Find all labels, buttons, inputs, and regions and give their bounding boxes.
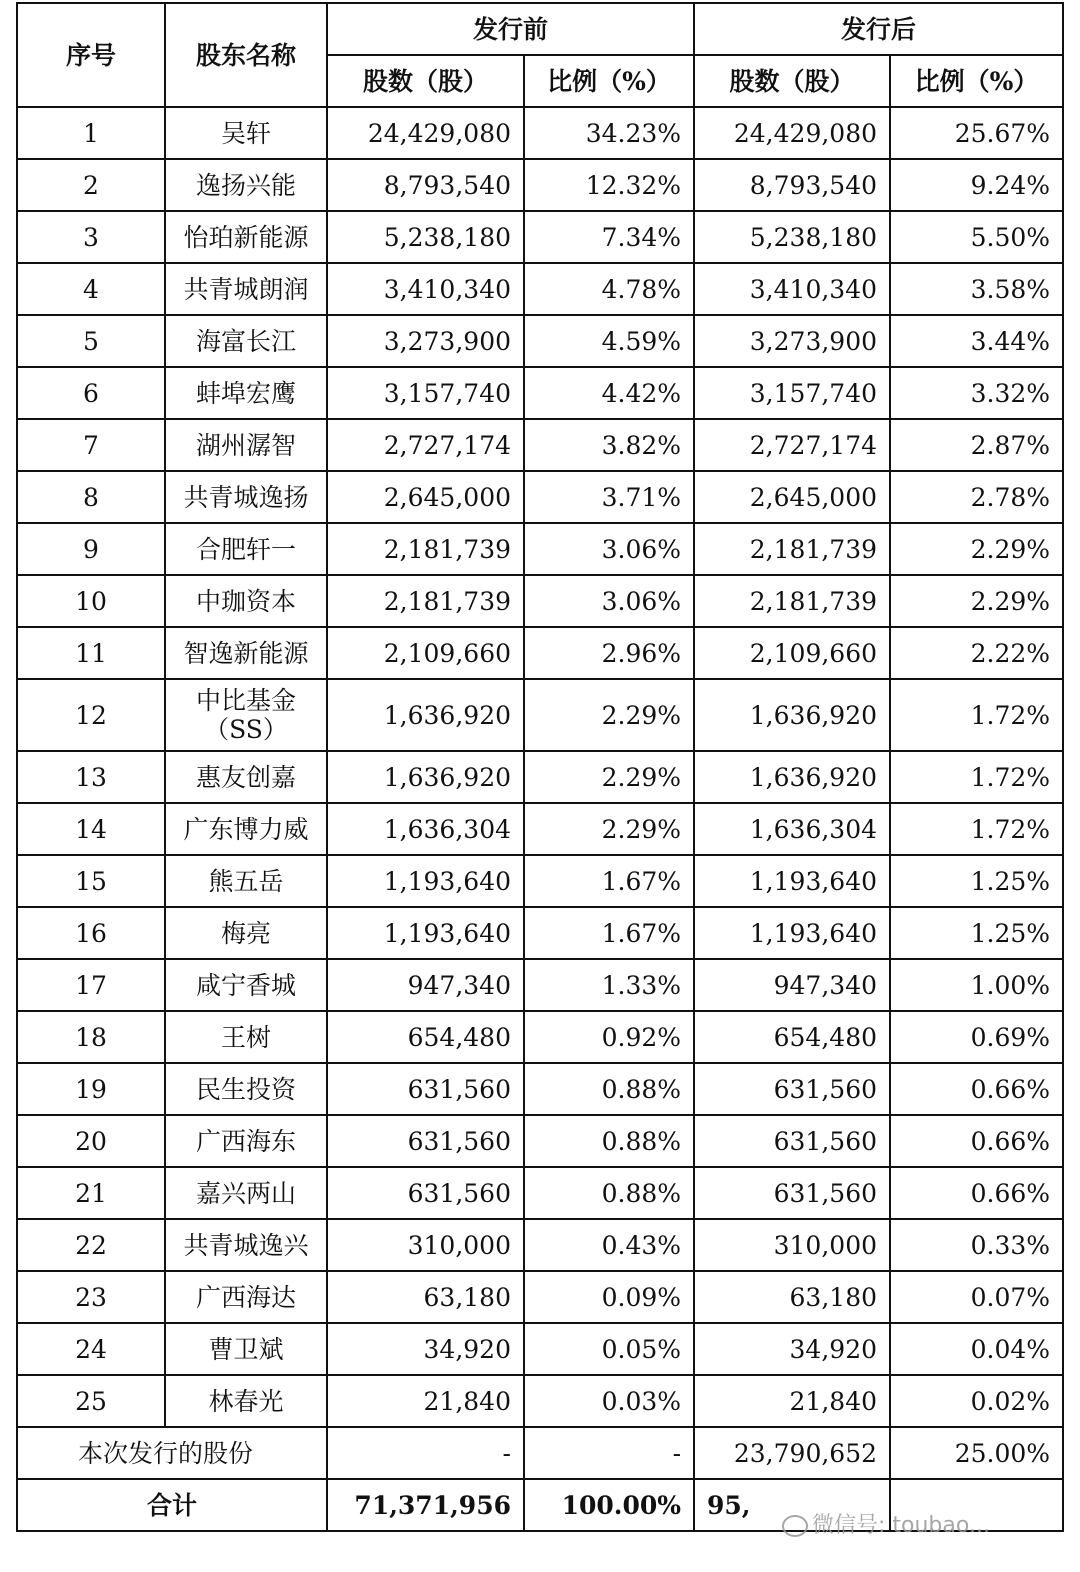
table-row — [17, 679, 1063, 751]
cell-before-ratio: 0.88% — [524, 1063, 694, 1115]
cell-before-ratio: 1.33% — [524, 959, 694, 1011]
cell-after-ratio: 0.66% — [890, 1167, 1063, 1219]
cell-before-ratio: 1.67% — [524, 907, 694, 959]
cell-name: 湖州潺智 — [165, 419, 327, 471]
cell-after-ratio: 3.58% — [890, 263, 1063, 315]
cell-before-ratio: 7.34% — [524, 211, 694, 263]
cell-after-shares: 631,560 — [694, 1167, 890, 1219]
cell-after-ratio: 0.02% — [890, 1375, 1063, 1427]
cell-after-shares: 5,238,180 — [694, 211, 890, 263]
cell-name: 广西海东 — [165, 1115, 327, 1167]
shareholder-table — [16, 2, 1064, 1532]
cell-seq: 11 — [17, 627, 165, 679]
cell-after-ratio: 1.72% — [890, 751, 1063, 803]
cell-before-shares: 21,840 — [327, 1375, 524, 1427]
cell-before-ratio: 0.92% — [524, 1011, 694, 1063]
cell-name: 林春光 — [165, 1375, 327, 1427]
cell-after-shares: 631,560 — [694, 1063, 890, 1115]
table-row — [17, 263, 1063, 315]
cell-seq: 20 — [17, 1115, 165, 1167]
cell-before-ratio: 2.29% — [524, 803, 694, 855]
issuance-after-shares: 23,790,652 — [694, 1427, 890, 1479]
cell-after-ratio: 5.50% — [890, 211, 1063, 263]
cell-after-shares: 2,109,660 — [694, 627, 890, 679]
table-row — [17, 1011, 1063, 1063]
cell-before-ratio: 34.23% — [524, 107, 694, 159]
cell-after-ratio: 2.29% — [890, 575, 1063, 627]
cell-seq: 19 — [17, 1063, 165, 1115]
cell-name — [165, 679, 327, 751]
cell-before-shares: 2,727,174 — [327, 419, 524, 471]
cell-name: 合肥轩一 — [165, 523, 327, 575]
cell-before-shares: 1,636,304 — [327, 803, 524, 855]
table-row — [17, 907, 1063, 959]
table-row — [17, 1375, 1063, 1427]
cell-after-shares: 21,840 — [694, 1375, 890, 1427]
table-row — [17, 1063, 1063, 1115]
cell-seq: 16 — [17, 907, 165, 959]
header-after-shares: 股数（股） — [694, 55, 890, 107]
header-after: 发行后 — [694, 3, 1063, 55]
table-row — [17, 959, 1063, 1011]
cell-name: 民生投资 — [165, 1063, 327, 1115]
cell-name: 惠友创嘉 — [165, 751, 327, 803]
issuance-after-ratio: 25.00% — [890, 1427, 1063, 1479]
table-row — [17, 1323, 1063, 1375]
cell-after-shares: 2,645,000 — [694, 471, 890, 523]
total-before-shares: 71,371,956 — [327, 1479, 524, 1531]
cell-before-shares: 1,193,640 — [327, 907, 524, 959]
cell-before-ratio: 2.96% — [524, 627, 694, 679]
cell-after-ratio: 2.78% — [890, 471, 1063, 523]
cell-after-ratio: 3.44% — [890, 315, 1063, 367]
cell-seq: 24 — [17, 1323, 165, 1375]
cell-before-shares: 3,410,340 — [327, 263, 524, 315]
cell-before-shares: 63,180 — [327, 1271, 524, 1323]
cell-after-shares: 947,340 — [694, 959, 890, 1011]
header-name: 股东名称 — [165, 3, 327, 107]
cell-before-shares: 3,157,740 — [327, 367, 524, 419]
header-row-1 — [17, 3, 1063, 55]
table-row — [17, 315, 1063, 367]
header-before: 发行前 — [327, 3, 694, 55]
cell-before-ratio: 0.09% — [524, 1271, 694, 1323]
cell-seq: 2 — [17, 159, 165, 211]
cell-name: 咸宁香城 — [165, 959, 327, 1011]
cell-before-shares: 1,636,920 — [327, 751, 524, 803]
issuance-before-ratio: - — [524, 1427, 694, 1479]
table-row — [17, 367, 1063, 419]
cell-name: 熊五岳 — [165, 855, 327, 907]
table-row — [17, 1115, 1063, 1167]
cell-after-ratio: 0.66% — [890, 1063, 1063, 1115]
header-before-ratio: 比例（%） — [524, 55, 694, 107]
cell-name: 曹卫斌 — [165, 1323, 327, 1375]
cell-name: 共青城朗润 — [165, 263, 327, 315]
cell-after-ratio: 0.33% — [890, 1219, 1063, 1271]
cell-after-ratio: 9.24% — [890, 159, 1063, 211]
table-row — [17, 471, 1063, 523]
table-row — [17, 159, 1063, 211]
cell-after-ratio: 2.87% — [890, 419, 1063, 471]
cell-name: 逸扬兴能 — [165, 159, 327, 211]
table-row — [17, 575, 1063, 627]
cell-before-shares: 631,560 — [327, 1167, 524, 1219]
cell-before-ratio: 0.88% — [524, 1167, 694, 1219]
total-after-shares: 95, — [694, 1479, 890, 1531]
cell-name: 广西海达 — [165, 1271, 327, 1323]
cell-before-shares: 1,636,920 — [327, 679, 524, 751]
cell-before-shares: 24,429,080 — [327, 107, 524, 159]
table-row — [17, 1271, 1063, 1323]
total-label: 合计 — [17, 1479, 327, 1531]
cell-after-shares: 3,273,900 — [694, 315, 890, 367]
cell-before-shares: 2,181,739 — [327, 575, 524, 627]
cell-before-shares: 8,793,540 — [327, 159, 524, 211]
cell-after-ratio: 3.32% — [890, 367, 1063, 419]
cell-name: 共青城逸兴 — [165, 1219, 327, 1271]
table-row — [17, 803, 1063, 855]
cell-after-shares: 2,181,739 — [694, 523, 890, 575]
header-after-ratio: 比例（%） — [890, 55, 1063, 107]
issuance-before-shares: - — [327, 1427, 524, 1479]
cell-seq: 7 — [17, 419, 165, 471]
cell-name: 王树 — [165, 1011, 327, 1063]
cell-after-shares: 1,636,920 — [694, 751, 890, 803]
cell-before-shares: 631,560 — [327, 1063, 524, 1115]
cell-seq: 18 — [17, 1011, 165, 1063]
table-row — [17, 419, 1063, 471]
cell-after-shares: 8,793,540 — [694, 159, 890, 211]
cell-name-line1: 中比基金 — [195, 686, 296, 715]
cell-after-ratio: 0.07% — [890, 1271, 1063, 1323]
cell-after-ratio: 0.66% — [890, 1115, 1063, 1167]
cell-after-shares: 63,180 — [694, 1271, 890, 1323]
cell-after-shares: 654,480 — [694, 1011, 890, 1063]
watermark — [782, 1508, 990, 1539]
cell-after-shares: 24,429,080 — [694, 107, 890, 159]
table-row — [17, 751, 1063, 803]
cell-name-line2: （SS） — [204, 715, 288, 744]
cell-before-shares: 2,181,739 — [327, 523, 524, 575]
cell-before-shares: 947,340 — [327, 959, 524, 1011]
cell-name: 海富长江 — [165, 315, 327, 367]
cell-seq: 12 — [17, 679, 165, 751]
cell-seq: 22 — [17, 1219, 165, 1271]
cell-before-ratio: 2.29% — [524, 679, 694, 751]
cell-after-shares: 2,727,174 — [694, 419, 890, 471]
cell-after-ratio: 1.72% — [890, 679, 1063, 751]
cell-before-ratio: 12.32% — [524, 159, 694, 211]
issuance-label: 本次发行的股份 — [17, 1427, 327, 1479]
shareholder-table-container — [16, 2, 1062, 1532]
cell-after-shares: 34,920 — [694, 1323, 890, 1375]
cell-before-ratio: 1.67% — [524, 855, 694, 907]
header-seq: 序号 — [17, 3, 165, 107]
table-row — [17, 107, 1063, 159]
cell-before-ratio: 3.71% — [524, 471, 694, 523]
header-before-shares: 股数（股） — [327, 55, 524, 107]
cell-seq: 5 — [17, 315, 165, 367]
cell-name: 共青城逸扬 — [165, 471, 327, 523]
cell-before-ratio: 3.06% — [524, 523, 694, 575]
table-row — [17, 211, 1063, 263]
cell-name: 智逸新能源 — [165, 627, 327, 679]
cell-after-ratio: 25.67% — [890, 107, 1063, 159]
table-row — [17, 523, 1063, 575]
cell-seq: 21 — [17, 1167, 165, 1219]
cell-after-ratio: 0.04% — [890, 1323, 1063, 1375]
cell-before-shares: 2,645,000 — [327, 471, 524, 523]
cell-seq: 23 — [17, 1271, 165, 1323]
wechat-icon — [782, 1515, 808, 1537]
cell-seq: 6 — [17, 367, 165, 419]
cell-name: 嘉兴两山 — [165, 1167, 327, 1219]
cell-after-ratio: 2.22% — [890, 627, 1063, 679]
cell-before-shares: 2,109,660 — [327, 627, 524, 679]
cell-after-shares: 310,000 — [694, 1219, 890, 1271]
cell-before-ratio: 0.03% — [524, 1375, 694, 1427]
cell-after-shares: 2,181,739 — [694, 575, 890, 627]
cell-before-shares: 34,920 — [327, 1323, 524, 1375]
cell-before-ratio: 0.88% — [524, 1115, 694, 1167]
cell-before-ratio: 2.29% — [524, 751, 694, 803]
cell-name: 梅亮 — [165, 907, 327, 959]
table-row — [17, 627, 1063, 679]
cell-seq: 3 — [17, 211, 165, 263]
cell-after-shares: 1,636,920 — [694, 679, 890, 751]
cell-after-shares: 631,560 — [694, 1115, 890, 1167]
cell-after-ratio: 1.72% — [890, 803, 1063, 855]
cell-after-ratio: 1.00% — [890, 959, 1063, 1011]
cell-before-shares: 3,273,900 — [327, 315, 524, 367]
cell-seq: 13 — [17, 751, 165, 803]
cell-before-shares: 631,560 — [327, 1115, 524, 1167]
cell-before-ratio: 0.05% — [524, 1323, 694, 1375]
cell-name: 广东博力威 — [165, 803, 327, 855]
cell-before-shares: 654,480 — [327, 1011, 524, 1063]
cell-before-ratio: 3.82% — [524, 419, 694, 471]
cell-after-ratio: 1.25% — [890, 907, 1063, 959]
cell-name: 中珈资本 — [165, 575, 327, 627]
cell-seq: 1 — [17, 107, 165, 159]
cell-after-ratio: 2.29% — [890, 523, 1063, 575]
cell-before-ratio: 4.78% — [524, 263, 694, 315]
table-body — [17, 107, 1063, 1427]
cell-seq: 10 — [17, 575, 165, 627]
cell-seq: 9 — [17, 523, 165, 575]
cell-after-ratio: 1.25% — [890, 855, 1063, 907]
cell-before-shares: 5,238,180 — [327, 211, 524, 263]
cell-seq: 25 — [17, 1375, 165, 1427]
cell-name: 蚌埠宏鹰 — [165, 367, 327, 419]
total-before-ratio: 100.00% — [524, 1479, 694, 1531]
cell-after-shares: 1,193,640 — [694, 907, 890, 959]
cell-after-shares: 3,410,340 — [694, 263, 890, 315]
cell-seq: 4 — [17, 263, 165, 315]
cell-seq: 8 — [17, 471, 165, 523]
issuance-row — [17, 1427, 1063, 1479]
cell-name: 怡珀新能源 — [165, 211, 327, 263]
cell-seq: 14 — [17, 803, 165, 855]
table-row — [17, 855, 1063, 907]
cell-before-shares: 310,000 — [327, 1219, 524, 1271]
table-row — [17, 1167, 1063, 1219]
cell-seq: 17 — [17, 959, 165, 1011]
cell-before-shares: 1,193,640 — [327, 855, 524, 907]
cell-name: 吴轩 — [165, 107, 327, 159]
cell-before-ratio: 0.43% — [524, 1219, 694, 1271]
table-row — [17, 1219, 1063, 1271]
cell-after-shares: 1,636,304 — [694, 803, 890, 855]
cell-before-ratio: 3.06% — [524, 575, 694, 627]
cell-before-ratio: 4.42% — [524, 367, 694, 419]
cell-after-shares: 1,193,640 — [694, 855, 890, 907]
cell-after-shares: 3,157,740 — [694, 367, 890, 419]
cell-after-ratio: 0.69% — [890, 1011, 1063, 1063]
watermark-text: 微信号: toubao... — [812, 1513, 990, 1538]
cell-seq: 15 — [17, 855, 165, 907]
cell-before-ratio: 4.59% — [524, 315, 694, 367]
